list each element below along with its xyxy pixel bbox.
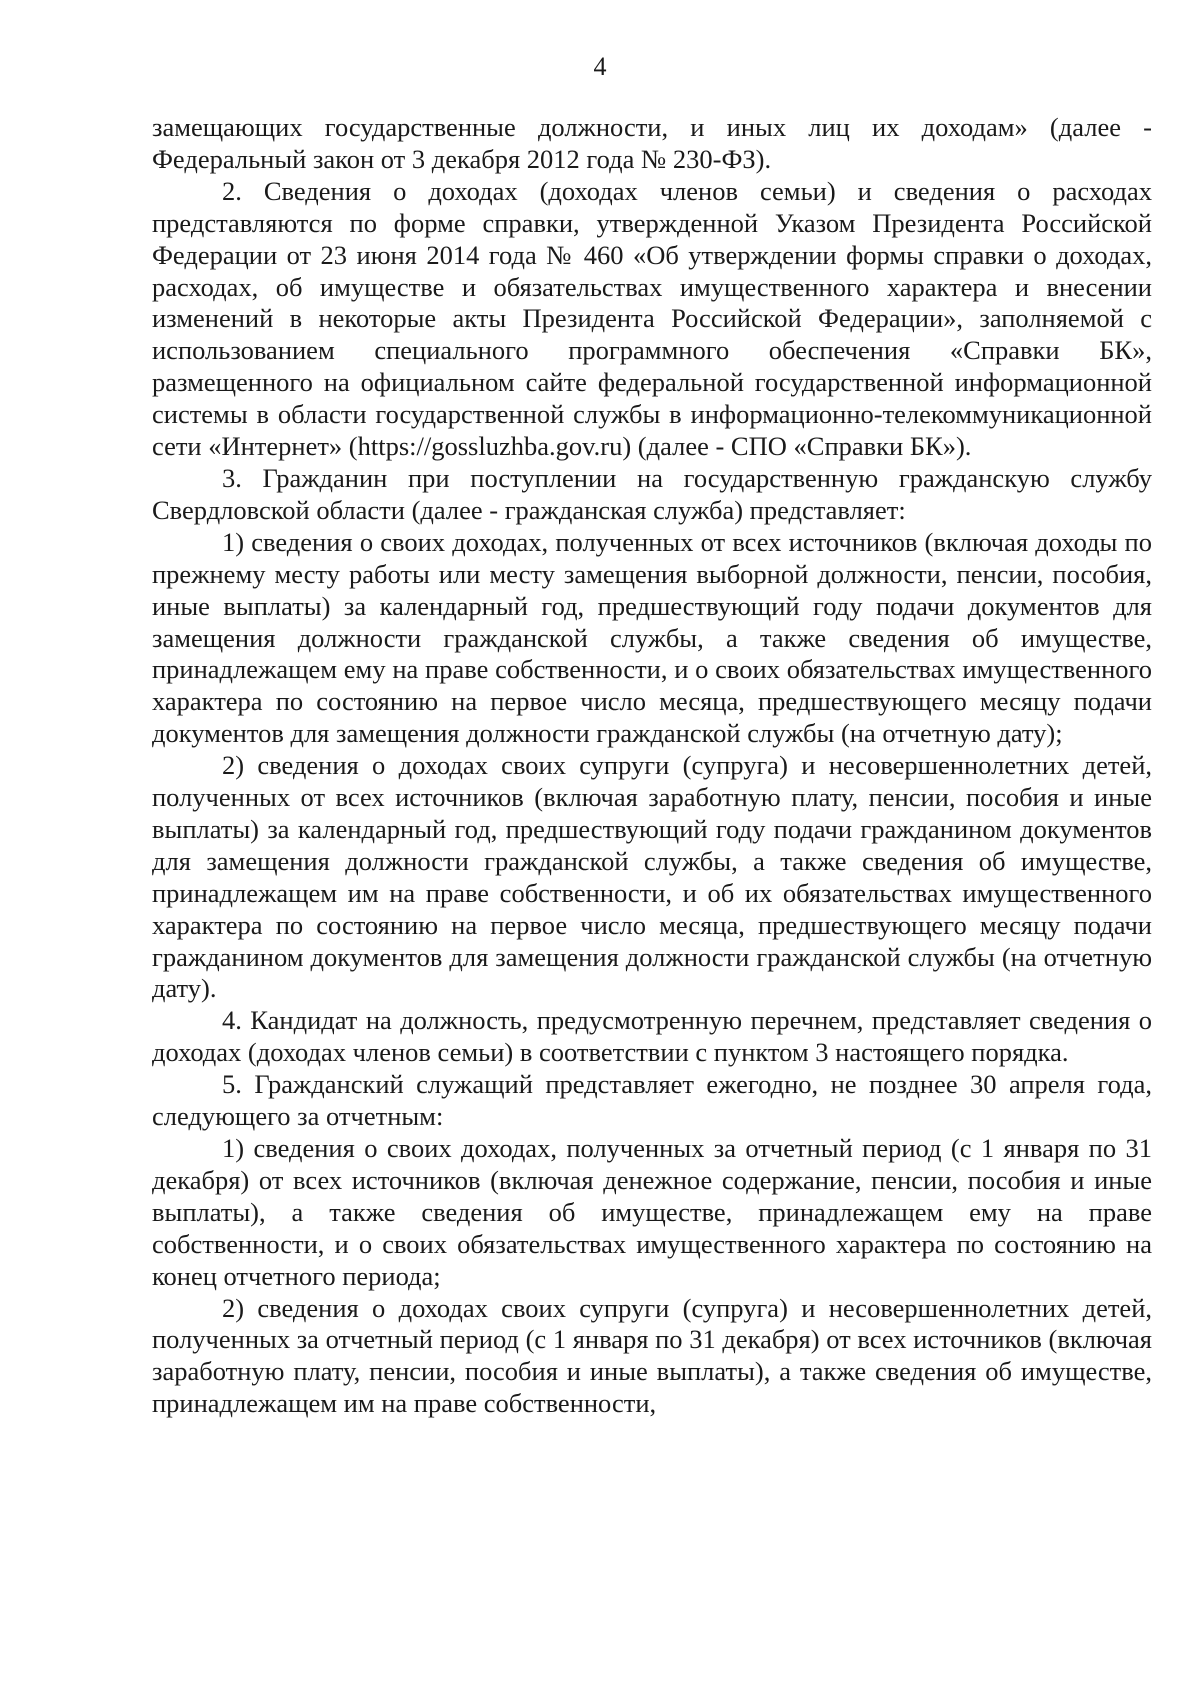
paragraph-3-item-1: 1) сведения о своих доходах, полученных от всех источников (включая доходы по прежнему месту работы или месту замещения выборной должности, пенсии, пособия, иные выплаты) за календарный год, предшествующий году подачи документов для замещения должности гражданской службы, а также сведения об имуществе, принадлежащем ему на праве собственности, и о своих обязательствах имущественного характера по состоянию на первое число месяца, предшествующего месяцу подачи документов для замещения должности гражданской службы (на отчетную дату);: [152, 526, 1152, 749]
paragraph-5-item-2: 2) сведения о доходах своих супруги (супруга) и несовершеннолетних детей, полученных за отчетный период (с 1 января по 31 декабря) от всех источников (включая заработную плату, пенсии, пособия и иные выплаты), а также сведения об имуществе, принадлежащем им на праве собственности,: [152, 1292, 1152, 1419]
page-number: 4: [593, 52, 607, 81]
paragraph-2: 2. Сведения о доходах (доходах членов семьи) и сведения о расходах представляются по форме справки, утвержденной Указом Президента Российской Федерации от 23 июня 2014 года № 460 «Об утверждении формы справки о доходах, расходах, об имуществе и обязательствах имущественного характера и внесении изменений в некоторые акты Президента Российской Федерации», заполняемой с использованием специального программного обеспечения «Справки БК», размещенного на официальном сайте федеральной государственной информационной системы в области государственной службы в информационно-телекоммуникационной сети «Интернет» (https://gossluzhba.gov.ru) (далее - СПО «Справки БК»).: [152, 175, 1152, 462]
paragraph-4: 4. Кандидат на должность, предусмотренную перечнем, представляет сведения о доходах (доходах членов семьи) в соответствии с пунктом 3 настоящего порядка.: [152, 1005, 1152, 1068]
document-body: [152, 112, 1152, 1420]
paragraph-continuation: замещающих государственные должности, и иных лиц их доходам» (далее - Федеральный закон от 3 декабря 2012 года № 230-ФЗ).: [152, 112, 1152, 174]
paragraph-3-item-2: 2) сведения о доходах своих супруги (супруга) и несовершеннолетних детей, полученных от всех источников (включая заработную плату, пенсии, пособия и иные выплаты) за календарный год, предшествующий году подачи гражданином документов для замещения должности гражданской службы, а также сведения об имуществе, принадлежащем им на праве собственности, и об их обязательствах имущественного характера по состоянию на первое число месяца, предшествующего месяцу подачи гражданином документов для замещения должности гражданской службы (на отчетную дату).: [152, 750, 1152, 1004]
paragraph-5-item-1: 1) сведения о своих доходах, полученных за отчетный период (с 1 января по 31 декабря) от всех источников (включая денежное содержание, пенсии, пособия и иные выплаты), а также сведения об имуществе, принадлежащем ему на праве собственности, и о своих обязательствах имущественного характера по состоянию на конец отчетного периода;: [152, 1133, 1152, 1291]
paragraph-5: 5. Гражданский служащий представляет ежегодно, не позднее 30 апреля года, следующего за отчетным:: [152, 1069, 1152, 1132]
paragraph-3: 3. Гражданин при поступлении на государственную гражданскую службу Свердловской области (далее - гражданская служба) представляет:: [152, 462, 1152, 525]
